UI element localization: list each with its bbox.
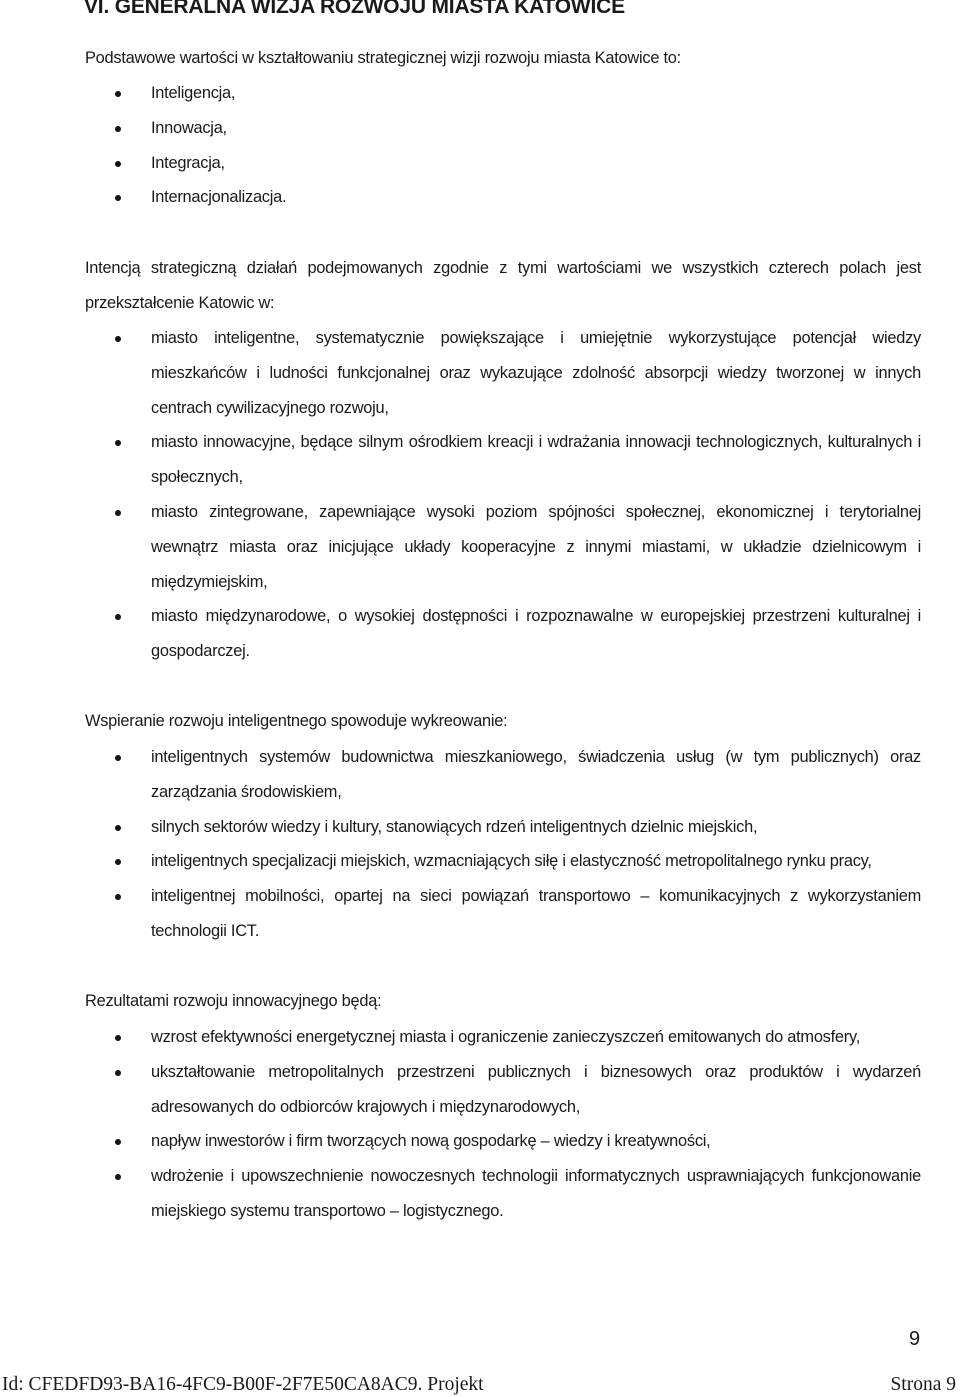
list-item: inteligentnych systemów budownictwa mieszkaniowego, świadczenia usług (w tym publicznych) oraz zarządzania środowiskiem, (151, 740, 921, 810)
list-item: miasto inteligentne, systematycznie powiększające i umiejętnie wykorzystujące potencjał wiedzy mieszkańców i ludności funkcjonalnej oraz wykazujące zdolność absorpcji wiedzy tworzonej w innych centrach cywilizacyjnego rozwoju, (151, 321, 921, 425)
list-item: wdrożenie i upowszechnienie nowoczesnych technologii informatycznych usprawniających funkcjonowanie miejskiego systemu transportowo – logistycznego. (151, 1159, 921, 1229)
values-list (151, 76, 921, 215)
intro-smart-paragraph: Wspieranie rozwoju inteligentnego spowoduje wykreowanie: (85, 712, 508, 730)
list-item: Integracja, (151, 146, 921, 181)
smart-development-list (151, 740, 921, 949)
list-item: Internacjonalizacja. (151, 180, 921, 215)
intro-transformation-paragraph: Intencją strategiczną działań podejmowanych zgodnie z tymi wartościami we wszystkich czterech polach jest przekształcenie Katowic w: (85, 259, 921, 312)
list-item: napływ inwestorów i firm tworzących nową gospodarkę – wiedzy i kreatywności, (151, 1124, 921, 1159)
footer-page-label: Strona 9 (890, 1374, 956, 1395)
footer-document-id: Id: CFEDFD93-BA16-4FC9-B00F-2F7E50CA8AC9. Projekt (2, 1374, 484, 1395)
list-item: miasto innowacyjne, będące silnym ośrodkiem kreacji i wdrażania innowacji technologicznych, kulturalnych i społecznych, (151, 425, 921, 495)
list-item: wzrost efektywności energetycznej miasta i ograniczenie zanieczyszczeń emitowanych do atmosfery, (151, 1020, 921, 1055)
innovation-results-list (151, 1020, 921, 1229)
section-heading: VI. GENERALNA WIZJA ROZWOJU MIASTA KATOWICE (84, 0, 625, 18)
list-item: miasto zintegrowane, zapewniające wysoki poziom spójności społecznej, ekonomicznej i terytorialnej wewnątrz miasta oraz inicjujące układy kooperacyjne z innymi miastami, w układzie dzielnicowym i międzymiejskim, (151, 495, 921, 599)
page-number: 9 (909, 1328, 921, 1350)
transformation-list (151, 321, 921, 669)
list-item: inteligentnej mobilności, opartej na sieci powiązań transportowo – komunikacyjnych z wykorzystaniem technologii ICT. (151, 879, 921, 949)
list-item: inteligentnych specjalizacji miejskich, wzmacniających siłę i elastyczność metropolitalnego rynku pracy, (151, 844, 921, 879)
list-item: miasto międzynarodowe, o wysokiej dostępności i rozpoznawalne w europejskiej przestrzeni kulturalnej i gospodarczej. (151, 599, 921, 669)
intro-values-paragraph: Podstawowe wartości w kształtowaniu strategicznej wizji rozwoju miasta Katowice to: (85, 49, 681, 67)
list-item: Inteligencja, (151, 76, 921, 111)
list-item: Innowacja, (151, 111, 921, 146)
list-item: silnych sektorów wiedzy i kultury, stanowiących rdzeń inteligentnych dzielnic miejskich, (151, 810, 921, 845)
list-item: ukształtowanie metropolitalnych przestrzeni publicznych i biznesowych oraz produktów i wydarzeń adresowanych do odbiorców krajowych i międzynarodowych, (151, 1055, 921, 1125)
intro-innovation-paragraph: Rezultatami rozwoju innowacyjnego będą: (85, 992, 382, 1010)
